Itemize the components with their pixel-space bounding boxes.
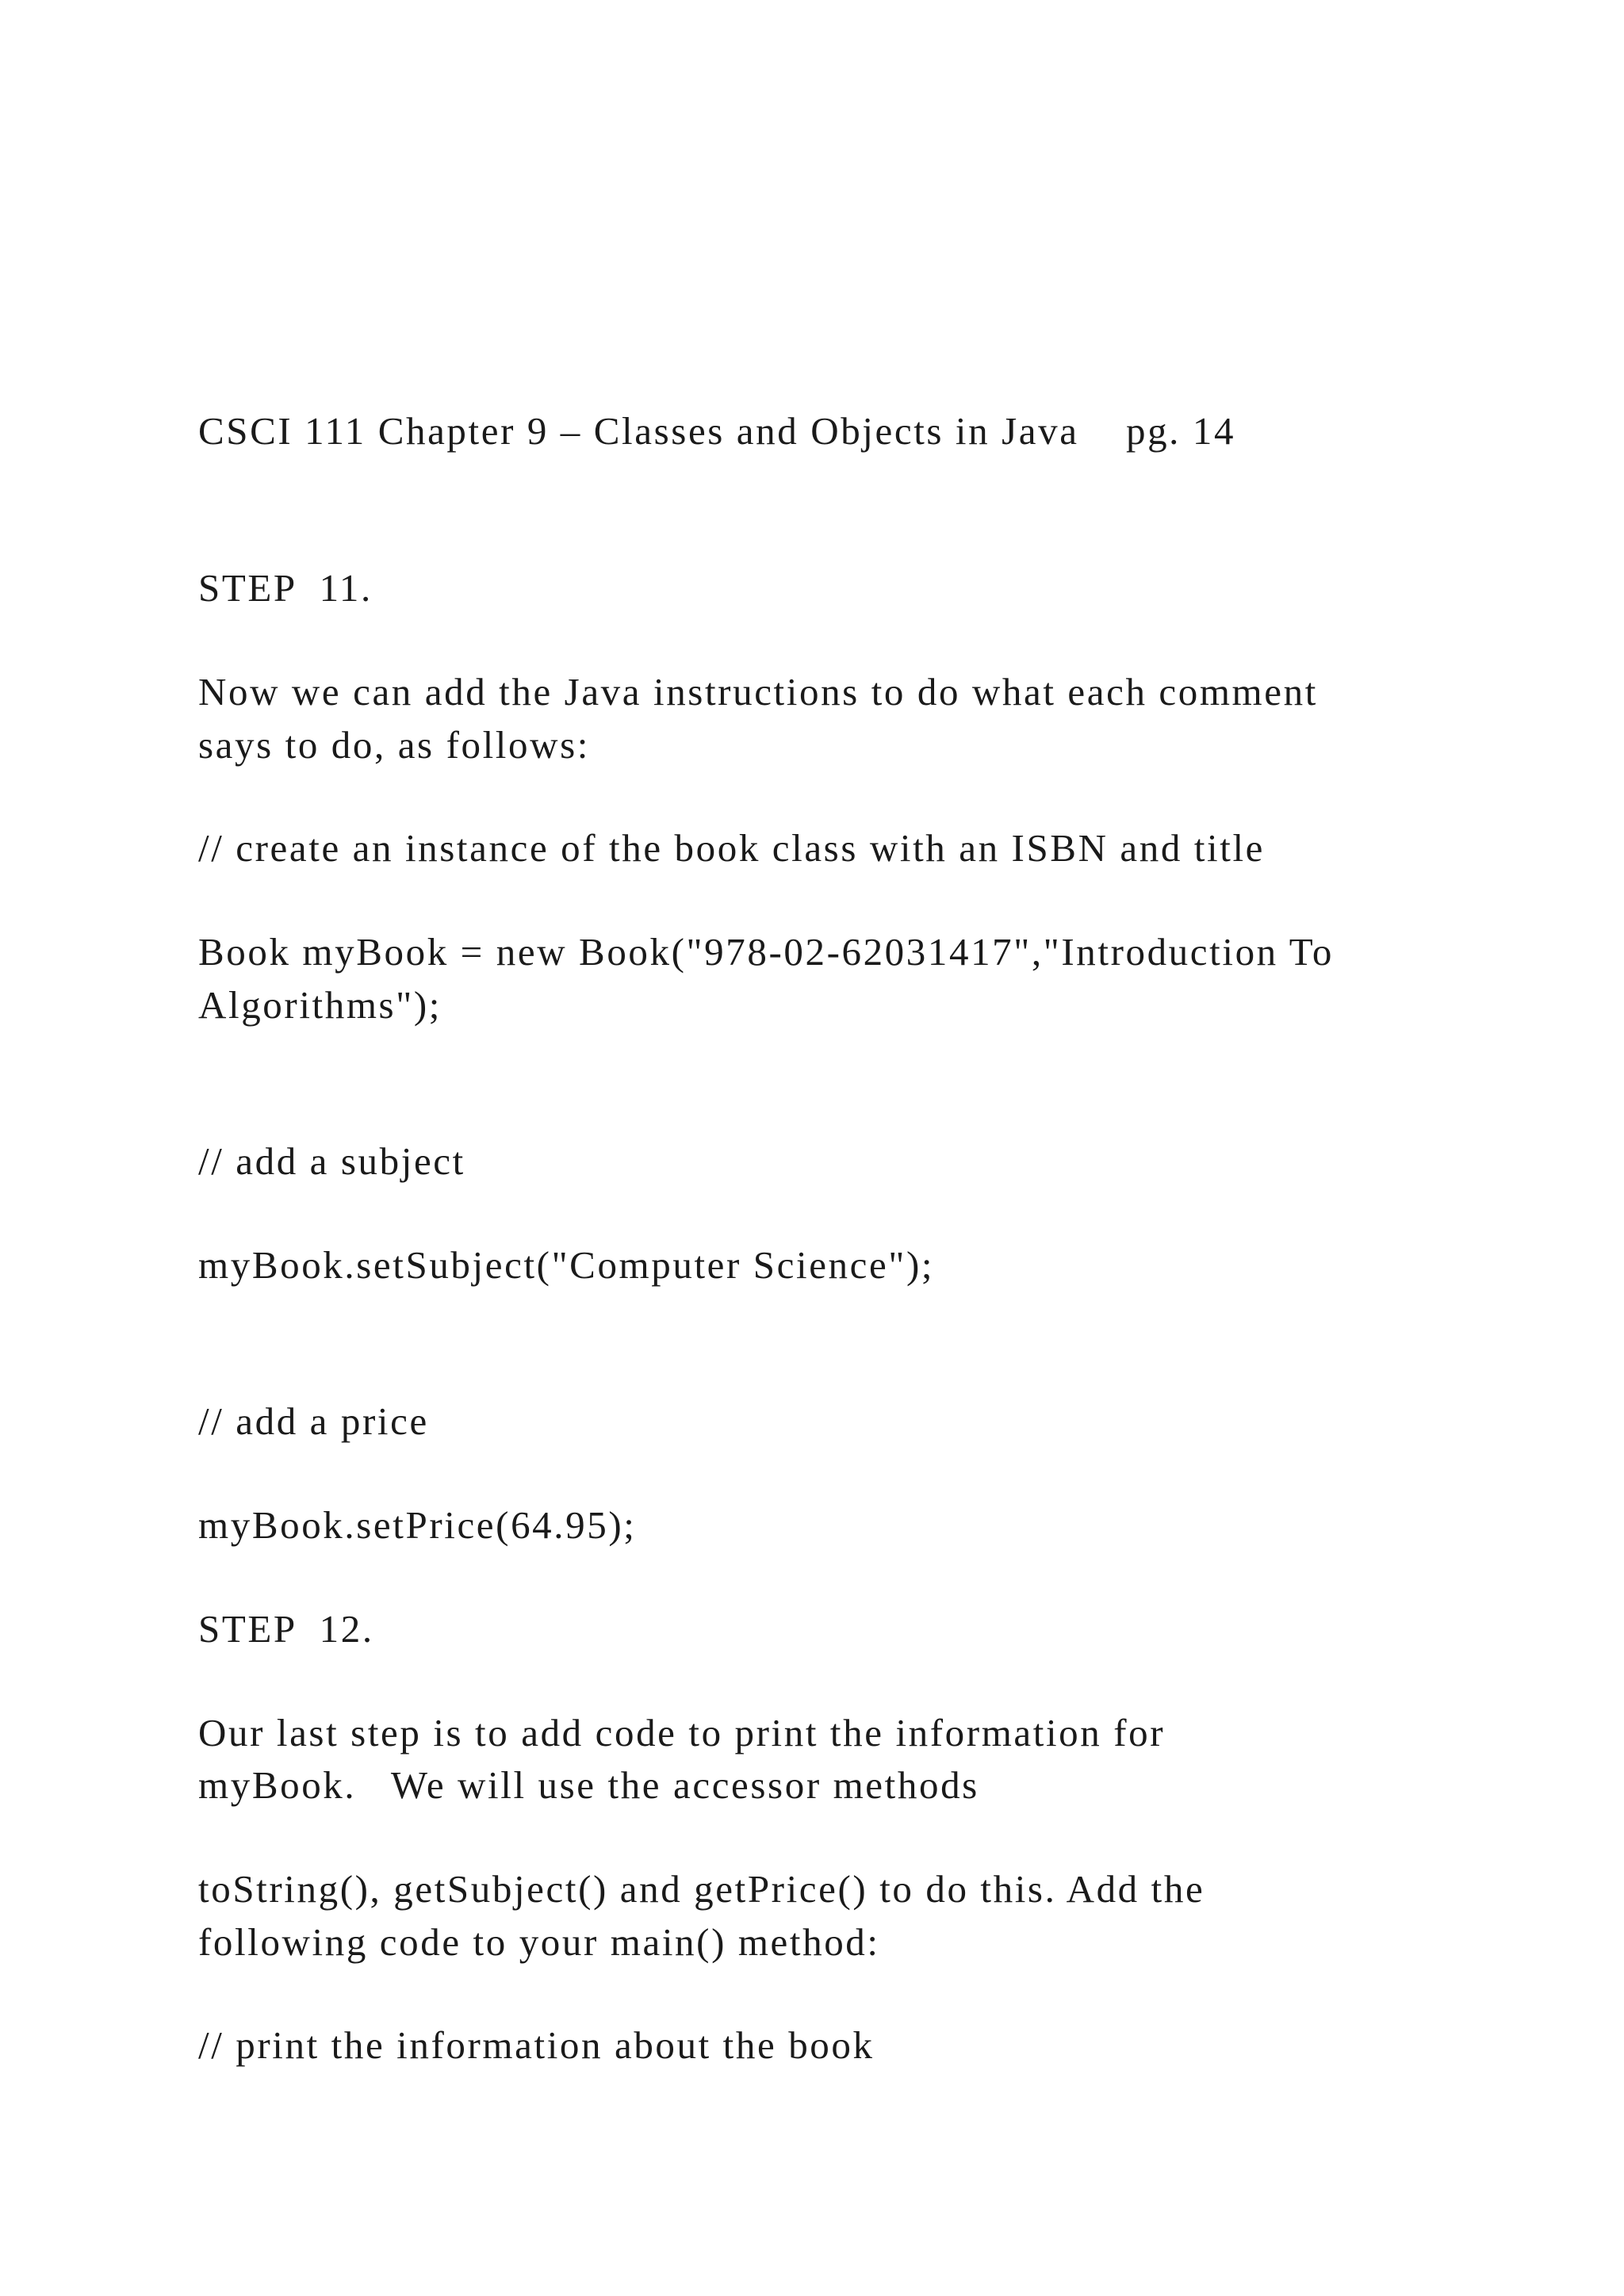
code-new-book-line-1: Book myBook = new Book("978-02-62031417","Introduction To xyxy=(198,930,1334,974)
last-step-text-line-2: myBook. We will use the accessor methods xyxy=(198,1763,979,1807)
intro-text-line-2: says to do, as follows: xyxy=(198,723,590,767)
comment-print-info: // print the information about the book xyxy=(198,2023,875,2067)
code-set-price: myBook.setPrice(64.95); xyxy=(198,1503,637,1547)
step-11-heading: STEP 11. xyxy=(198,566,373,610)
code-new-book-line-2: Algorithms"); xyxy=(198,983,442,1027)
code-set-subject: myBook.setSubject("Computer Science"); xyxy=(198,1243,935,1287)
last-step-text-line-1: Our last step is to add code to print the information for xyxy=(198,1711,1166,1755)
comment-add-price: // add a price xyxy=(198,1399,429,1443)
comment-add-subject: // add a subject xyxy=(198,1139,465,1183)
accessor-text-line-2: following code to your main() method: xyxy=(198,1920,880,1964)
comment-create-instance: // create an instance of the book class with an ISBN and title xyxy=(198,826,1266,870)
step-12-heading: STEP 12. xyxy=(198,1607,374,1651)
page-header: CSCI 111 Chapter 9 – Classes and Objects in Java pg. 14 xyxy=(198,409,1236,453)
intro-text-line-1: Now we can add the Java instructions to do what each comment xyxy=(198,670,1318,714)
accessor-text-line-1: toString(), getSubject() and getPrice() to do this. Add the xyxy=(198,1867,1205,1911)
